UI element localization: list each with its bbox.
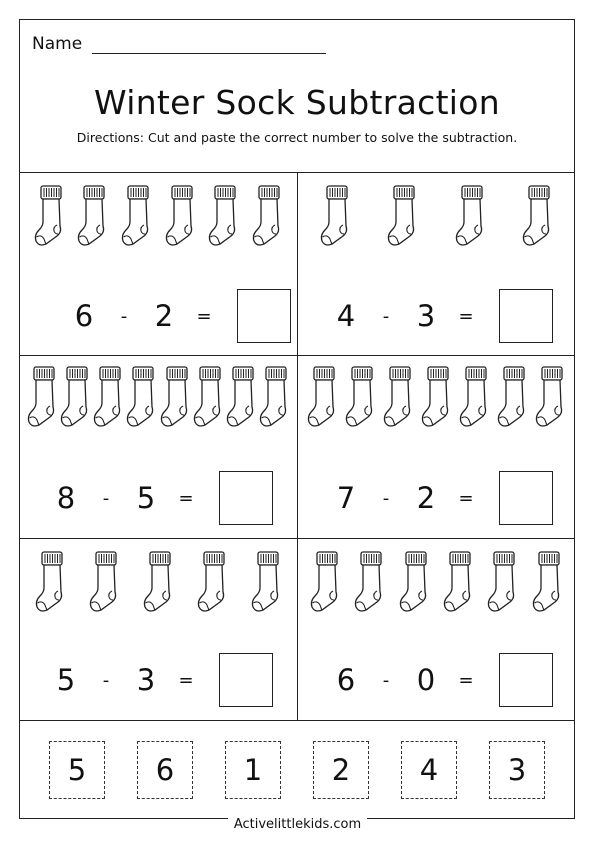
problem-cell [19, 172, 297, 355]
sock-icon [398, 550, 430, 620]
sock-row [303, 550, 569, 620]
sock-icon [319, 184, 351, 254]
sock-row [303, 365, 569, 435]
equals-sign: = [458, 305, 474, 327]
sock-icon [251, 184, 283, 254]
cutout-card[interactable]: 1 [225, 741, 281, 799]
equation [67, 289, 291, 343]
problem-cell [19, 355, 297, 538]
minuend: 6 [336, 663, 356, 697]
directions-text: Directions: Cut and paste the correct number to solve the subtraction. [76, 130, 518, 145]
sock-icon [353, 550, 385, 620]
minus-sign: - [120, 305, 128, 327]
footer-site: Activelittlekids.com [228, 817, 367, 832]
minus-sign: - [382, 669, 390, 691]
equation [329, 289, 553, 343]
sock-row [27, 184, 289, 254]
name-input-line[interactable] [92, 39, 326, 54]
subtrahend: 2 [154, 299, 174, 333]
problem-cell [19, 538, 297, 720]
sock-row [301, 184, 571, 254]
sock-icon [534, 365, 566, 435]
answer-box[interactable] [219, 653, 273, 707]
name-label: Name [32, 34, 83, 54]
sock-icon [382, 365, 414, 435]
sock-icon [34, 550, 66, 620]
minus-sign: - [102, 669, 110, 691]
minuend: 7 [336, 481, 356, 515]
sock-icon [142, 550, 174, 620]
sock-icon [196, 550, 228, 620]
sock-icon [442, 550, 474, 620]
sock-icon [344, 365, 376, 435]
page-title: Winter Sock Subtraction [94, 83, 500, 122]
minuend: 8 [56, 481, 76, 515]
problem-cell [297, 538, 575, 720]
sock-icon [258, 365, 290, 435]
minuend: 4 [336, 299, 356, 333]
answer-box[interactable] [237, 289, 291, 343]
problem-cell [297, 172, 575, 355]
sock-icon [486, 550, 518, 620]
equation [49, 653, 273, 707]
cutout-card[interactable]: 6 [137, 741, 193, 799]
equals-sign: = [196, 305, 212, 327]
equation [329, 653, 553, 707]
sock-icon [192, 365, 224, 435]
answer-box[interactable] [499, 653, 553, 707]
cutout-card[interactable]: 2 [313, 741, 369, 799]
sock-icon [531, 550, 563, 620]
answer-box[interactable] [499, 471, 553, 525]
sock-icon [76, 184, 108, 254]
subtrahend: 2 [416, 481, 436, 515]
subtrahend: 3 [416, 299, 436, 333]
equals-sign: = [458, 669, 474, 691]
sock-icon [458, 365, 490, 435]
sock-icon [92, 365, 124, 435]
equation [49, 471, 273, 525]
sock-icon [225, 365, 257, 435]
sock-row [25, 365, 291, 435]
sock-icon [309, 550, 341, 620]
sock-icon [420, 365, 452, 435]
answer-box[interactable] [499, 289, 553, 343]
sock-icon [306, 365, 338, 435]
minus-sign: - [382, 487, 390, 509]
sock-icon [88, 550, 120, 620]
sock-icon [164, 184, 196, 254]
sock-icon [207, 184, 239, 254]
sock-icon [250, 550, 282, 620]
sock-icon [26, 365, 58, 435]
name-field [32, 34, 326, 54]
cutout-card[interactable]: 4 [401, 741, 457, 799]
equals-sign: = [458, 487, 474, 509]
sock-icon [454, 184, 486, 254]
sock-icon [33, 184, 65, 254]
subtrahend: 3 [136, 663, 156, 697]
cutout-card[interactable]: 3 [489, 741, 545, 799]
subtrahend: 5 [136, 481, 156, 515]
sock-icon [521, 184, 553, 254]
subtrahend: 0 [416, 663, 436, 697]
cutout-card[interactable]: 5 [49, 741, 105, 799]
equals-sign: = [178, 669, 194, 691]
problem-cell [297, 355, 575, 538]
sock-icon [386, 184, 418, 254]
minuend: 5 [56, 663, 76, 697]
equation [329, 471, 553, 525]
sock-icon [120, 184, 152, 254]
sock-icon [496, 365, 528, 435]
footer [0, 817, 595, 832]
minuend: 6 [74, 299, 94, 333]
sock-row [23, 550, 293, 620]
minus-sign: - [382, 305, 390, 327]
equals-sign: = [178, 487, 194, 509]
minus-sign: - [102, 487, 110, 509]
sock-icon [125, 365, 157, 435]
answer-box[interactable] [219, 471, 273, 525]
sock-icon [159, 365, 191, 435]
sock-icon [59, 365, 91, 435]
cutout-row [19, 720, 575, 819]
